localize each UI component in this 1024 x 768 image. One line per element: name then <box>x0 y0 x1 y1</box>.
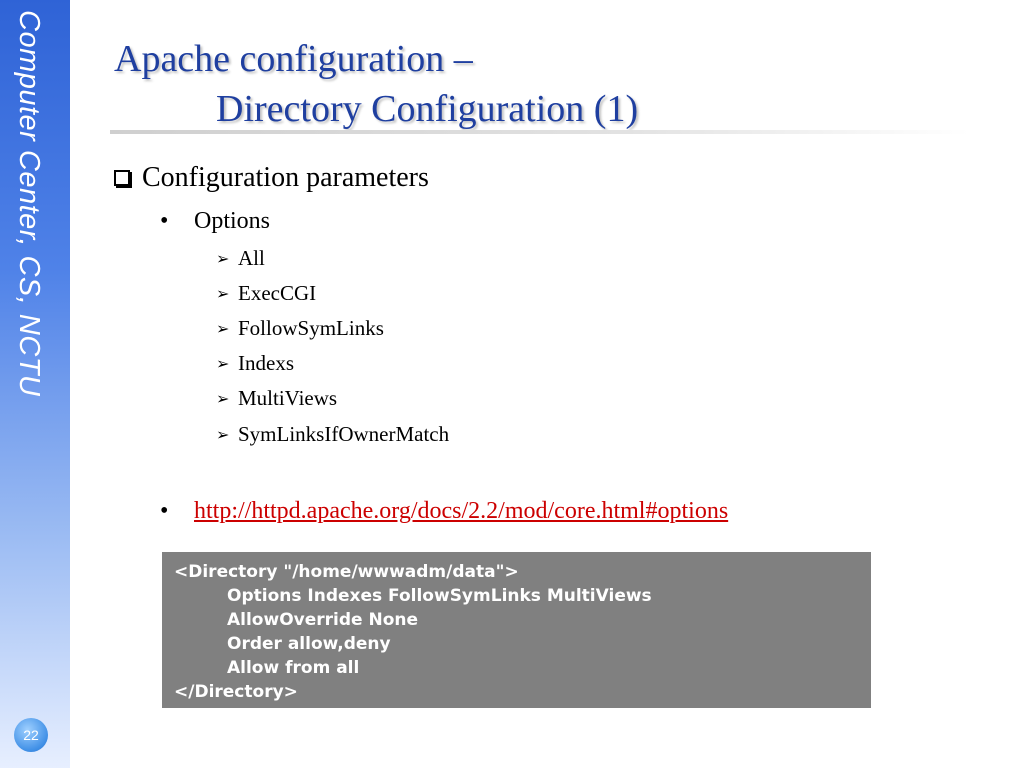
slide-title <box>114 34 638 134</box>
code-line: Order allow,deny <box>227 634 391 654</box>
link-bullet <box>160 498 728 525</box>
option-item <box>216 246 265 271</box>
title-divider <box>110 130 970 134</box>
option-text: ExecCGI <box>238 281 317 305</box>
arrow-bullet-icon: ➢ <box>216 426 230 444</box>
options-label: Options <box>194 208 271 234</box>
arrow-bullet-icon: ➢ <box>216 355 230 373</box>
docs-link[interactable]: http://httpd.apache.org/docs/2.2/mod/core.html#options <box>194 498 729 524</box>
option-text: FollowSymLinks <box>238 316 384 340</box>
code-line: AllowOverride None <box>227 610 419 630</box>
code-block <box>162 552 871 708</box>
checkbox-bullet-icon <box>114 170 130 186</box>
code-line: <Directory "/home/wwwadm/data"> <box>174 562 519 582</box>
arrow-bullet-icon: ➢ <box>216 390 230 408</box>
sidebar <box>0 0 70 768</box>
code-line: </Directory> <box>174 682 298 702</box>
bullet-dot-icon: • <box>160 498 169 524</box>
heading-bullet <box>114 162 429 194</box>
heading-text: Configuration parameters <box>142 162 429 193</box>
option-text: SymLinksIfOwnerMatch <box>238 422 450 446</box>
option-text: MultiViews <box>238 386 338 410</box>
option-item <box>216 422 449 447</box>
option-text: Indexs <box>238 351 294 375</box>
page-number-badge: 22 <box>14 718 48 752</box>
code-line: Options Indexes FollowSymLinks MultiViews <box>227 586 652 606</box>
code-line: Allow from all <box>227 658 360 678</box>
title-line-2: Directory Configuration (1) <box>216 88 639 130</box>
options-bullet <box>160 208 270 235</box>
arrow-bullet-icon: ➢ <box>216 285 230 303</box>
option-item <box>216 386 337 411</box>
arrow-bullet-icon: ➢ <box>216 250 230 268</box>
arrow-bullet-icon: ➢ <box>216 320 230 338</box>
option-item <box>216 316 384 341</box>
title-line-1: Apache configuration – <box>114 38 473 80</box>
option-text: All <box>238 246 265 270</box>
option-item <box>216 351 294 376</box>
sidebar-label: Computer Center, CS, NCTU <box>13 10 45 397</box>
option-item <box>216 281 316 306</box>
bullet-dot-icon: • <box>160 208 169 234</box>
